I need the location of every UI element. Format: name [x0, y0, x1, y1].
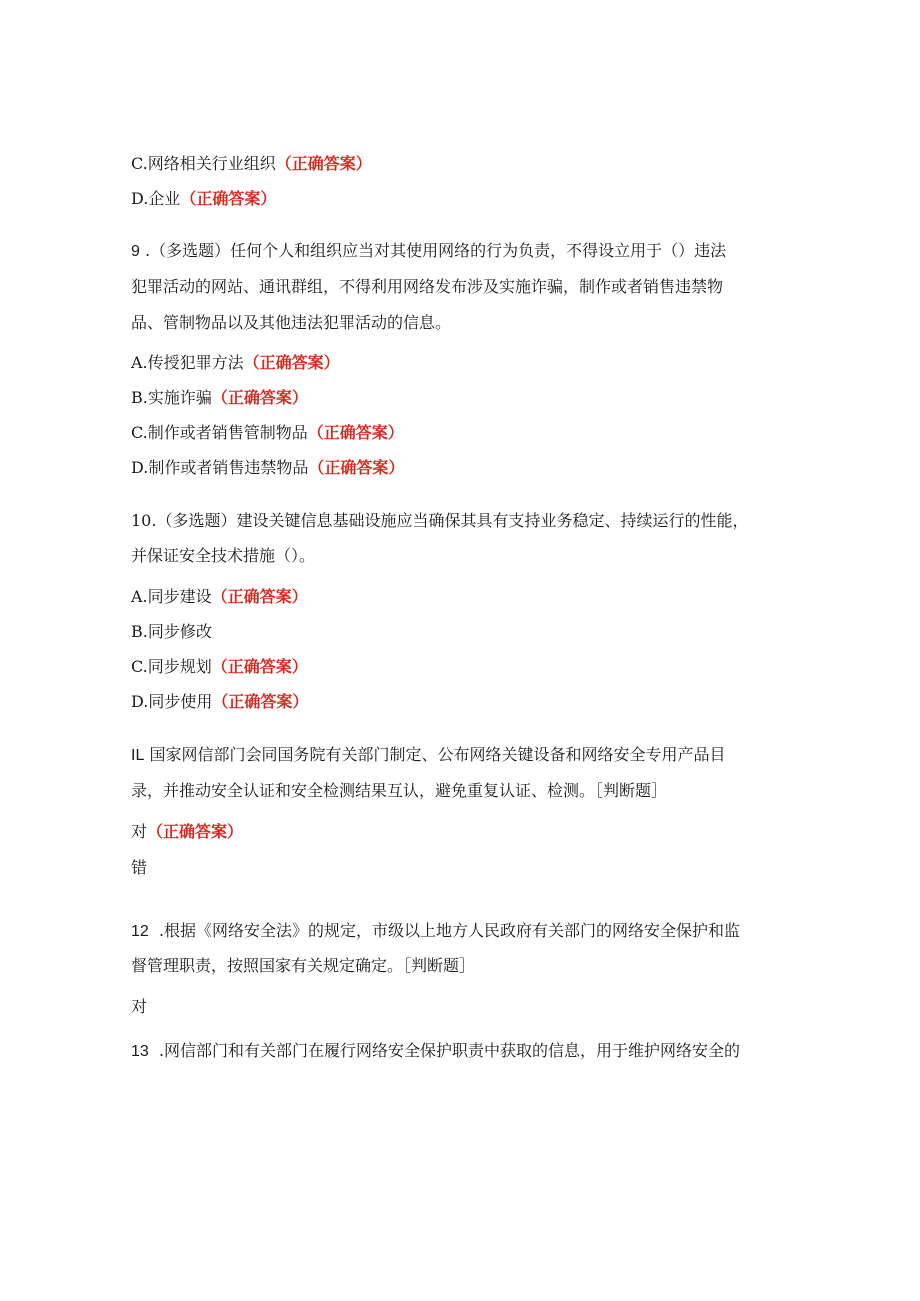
- option-text: C.制作或者销售管制物品: [131, 423, 308, 442]
- q13-stem-line-1: [131, 1040, 740, 1062]
- option-text: C.网络相关行业组织: [131, 154, 276, 173]
- q12-option-true: [131, 996, 147, 1018]
- option-text: B.同步修改: [131, 622, 212, 641]
- q9-stem-line-2: 犯罪活动的网站、通讯群组，不得利用网络发布涉及实施诈骗，制作或者销售违禁物: [131, 277, 724, 296]
- q12-stem-line-2: 督管理职责，按照国家有关规定确定。［判断题］: [131, 956, 476, 975]
- question-text: 国家网信部门会同国务院有关部门制定、公布网络关键设备和网络安全专用产品目: [149, 745, 726, 764]
- option-text: D.企业: [131, 189, 181, 208]
- q9-stem-line-1: [131, 240, 726, 262]
- correct-answer-tag: （正确答案）: [212, 692, 309, 711]
- question-number: 9: [131, 243, 140, 260]
- q9-stem-line-3: 品、管制物品以及其他违法犯罪活动的信息。: [131, 313, 452, 332]
- option-text: D.同步使用: [131, 692, 213, 711]
- correct-answer-tag: （正确答案）: [211, 657, 308, 676]
- option-text: C.同步规划: [131, 657, 212, 676]
- correct-answer-tag: （正确答案）: [147, 822, 244, 841]
- correct-answer-tag: （正确答案）: [275, 154, 372, 173]
- q11-stem-line-2: 录，并推动安全认证和安全检测结果互认，避免重复认证、检测。［判断题］: [131, 781, 668, 800]
- q10-option-d: [131, 691, 308, 713]
- option-text: A.传授犯罪方法: [131, 353, 244, 372]
- correct-answer-tag: （正确答案）: [307, 423, 404, 442]
- q10-stem-line-1: 10.（多选题）建设关键信息基础设施应当确保其具有支持业务稳定、持续运行的性能，: [131, 511, 749, 530]
- q10-option-b: [131, 621, 212, 643]
- q9-option-d: [131, 457, 404, 479]
- q9-option-b: [131, 387, 308, 409]
- option-text: 对: [131, 822, 148, 841]
- q12-stem-line-1: [131, 920, 740, 942]
- option-text: B.实施诈骗: [131, 388, 212, 407]
- question-number: IL: [131, 747, 145, 764]
- question-number: 12: [131, 923, 149, 940]
- q11-option-false: [131, 857, 147, 879]
- correct-answer-tag: （正确答案）: [211, 388, 308, 407]
- question-text: .根据《网络安全法》的规定，市级以上地方人民政府有关部门的网络安全保护和监: [158, 921, 741, 940]
- q11-stem-line-1: [131, 744, 725, 766]
- option-text: D.制作或者销售违禁物品: [131, 458, 309, 477]
- q10-option-c: [131, 656, 308, 678]
- q10-option-a: [131, 586, 308, 608]
- option-text: 对: [131, 997, 148, 1016]
- question-text: .（多选题）任何个人和组织应当对其使用网络的行为负责，不得设立用于（）违法: [145, 241, 727, 260]
- q9-option-c: [131, 422, 404, 444]
- option-text: A.同步建设: [131, 587, 212, 606]
- question-number: 13: [131, 1043, 149, 1060]
- correct-answer-tag: （正确答案）: [308, 458, 405, 477]
- q9-option-a: [131, 352, 340, 374]
- q8-option-c: [131, 153, 372, 175]
- correct-answer-tag: （正确答案）: [180, 189, 277, 208]
- q11-option-true: [131, 821, 243, 843]
- q10-stem-line-2: 并保证安全技术措施（）。: [131, 546, 316, 565]
- correct-answer-tag: （正确答案）: [243, 353, 340, 372]
- q8-option-d: [131, 188, 276, 210]
- question-text: .网信部门和有关部门在履行网络安全保护职责中获取的信息，用于维护网络安全的: [158, 1041, 741, 1060]
- correct-answer-tag: （正确答案）: [211, 587, 308, 606]
- option-text: 错: [131, 858, 148, 877]
